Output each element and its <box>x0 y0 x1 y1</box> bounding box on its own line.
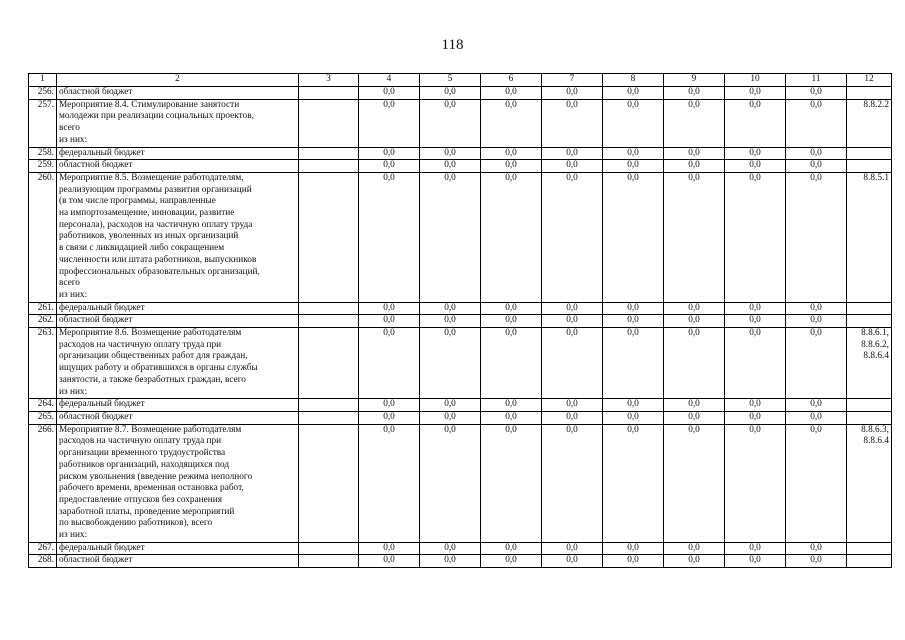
value-cell: 0,0 <box>481 302 542 315</box>
value-cell: 0,0 <box>420 542 481 555</box>
value-cell: 0,0 <box>481 411 542 424</box>
value-cell: 0,0 <box>725 160 786 173</box>
value-cell: 0,0 <box>786 99 847 147</box>
row-number: 257. <box>29 99 57 147</box>
value-cell: 0,0 <box>542 411 603 424</box>
value-cell: 0,0 <box>603 315 664 328</box>
table-row <box>29 172 892 302</box>
value-cell: 0,0 <box>725 172 786 302</box>
value-cell: 0,0 <box>725 315 786 328</box>
table-row <box>29 424 892 542</box>
value-cell: 0,0 <box>542 315 603 328</box>
value-cell: 0,0 <box>420 302 481 315</box>
value-cell: 0,0 <box>542 328 603 399</box>
description-line: организации временного трудоустройства <box>59 448 226 459</box>
column-header: 12 <box>847 74 892 87</box>
value-cell: 0,0 <box>603 172 664 302</box>
description-line: из них: <box>59 134 88 145</box>
row-description <box>57 172 299 302</box>
reference-code <box>847 399 892 412</box>
value-cell: 0,0 <box>542 99 603 147</box>
value-cell: 0,0 <box>420 315 481 328</box>
value-cell: 0,0 <box>664 555 725 568</box>
column-header: 9 <box>664 74 725 87</box>
description-line: федеральный бюджет <box>59 399 145 410</box>
description-line: (в том числе программы, направленные <box>59 196 216 207</box>
description-line: риском увольнения (введение режима неполного <box>59 471 253 482</box>
value-cell: 0,0 <box>420 328 481 399</box>
value-cell: 0,0 <box>664 147 725 160</box>
value-cell: 0,0 <box>359 542 420 555</box>
row-number: 263. <box>29 328 57 399</box>
table-row <box>29 87 892 100</box>
value-cell: 0,0 <box>786 87 847 100</box>
row-number: 258. <box>29 147 57 160</box>
row-number: 267. <box>29 542 57 555</box>
value-cell: 0,0 <box>481 399 542 412</box>
description-line: заработной платы, проведение мероприятий <box>59 506 235 517</box>
row-description <box>57 160 299 173</box>
value-cell: 0,0 <box>603 542 664 555</box>
row-description <box>57 302 299 315</box>
value-cell: 0,0 <box>542 160 603 173</box>
column-3-cell <box>299 542 359 555</box>
description-line: федеральный бюджет <box>59 542 145 553</box>
value-cell: 0,0 <box>664 172 725 302</box>
value-cell: 0,0 <box>359 160 420 173</box>
column-3-cell <box>299 172 359 302</box>
value-cell: 0,0 <box>603 424 664 542</box>
value-cell: 0,0 <box>359 172 420 302</box>
value-cell: 0,0 <box>359 147 420 160</box>
row-number: 261. <box>29 302 57 315</box>
value-cell: 0,0 <box>542 302 603 315</box>
value-cell: 0,0 <box>786 328 847 399</box>
value-cell: 0,0 <box>420 555 481 568</box>
value-cell: 0,0 <box>786 172 847 302</box>
table-row <box>29 328 892 399</box>
value-cell: 0,0 <box>603 99 664 147</box>
value-cell: 0,0 <box>359 411 420 424</box>
reference-code-line: 8.8.6.4 <box>863 436 889 447</box>
value-cell: 0,0 <box>481 328 542 399</box>
value-cell: 0,0 <box>664 87 725 100</box>
value-cell: 0,0 <box>603 411 664 424</box>
value-cell: 0,0 <box>664 399 725 412</box>
description-line: из них: <box>59 289 88 300</box>
reference-code <box>847 555 892 568</box>
table-row <box>29 555 892 568</box>
value-cell: 0,0 <box>481 147 542 160</box>
value-cell: 0,0 <box>725 87 786 100</box>
reference-code <box>847 99 892 147</box>
column-3-cell <box>299 399 359 412</box>
reference-code <box>847 328 892 399</box>
value-cell: 0,0 <box>786 542 847 555</box>
row-number: 256. <box>29 87 57 100</box>
description-line: федеральный бюджет <box>59 302 145 313</box>
value-cell: 0,0 <box>725 399 786 412</box>
column-3-cell <box>299 555 359 568</box>
row-description <box>57 315 299 328</box>
description-line: реализующим программы развития организаций <box>59 184 252 195</box>
reference-code <box>847 542 892 555</box>
value-cell: 0,0 <box>603 160 664 173</box>
value-cell: 0,0 <box>420 147 481 160</box>
value-cell: 0,0 <box>481 160 542 173</box>
value-cell: 0,0 <box>603 328 664 399</box>
description-line: работников, уволенных из иных организаций <box>59 231 239 242</box>
table-row <box>29 147 892 160</box>
reference-code-line: 8.8.6.2, <box>861 339 889 350</box>
description-line: численности или штата работников, выпускников <box>59 254 257 265</box>
table-row <box>29 302 892 315</box>
description-line: рабочего времени, временная остановка работ, <box>59 483 244 494</box>
description-line: областной бюджет <box>59 555 133 566</box>
reference-code <box>847 411 892 424</box>
value-cell: 0,0 <box>481 424 542 542</box>
value-cell: 0,0 <box>725 411 786 424</box>
table-row <box>29 315 892 328</box>
column-3-cell <box>299 424 359 542</box>
value-cell: 0,0 <box>603 399 664 412</box>
description-line: всего <box>59 123 80 134</box>
value-cell: 0,0 <box>786 424 847 542</box>
reference-code-line: 8.8.5.1 <box>863 172 889 183</box>
description-line: в связи с ликвидацией либо сокращением <box>59 243 225 254</box>
column-header: 8 <box>603 74 664 87</box>
column-3-cell <box>299 160 359 173</box>
description-line: занятости, а также безработных граждан, всего <box>59 374 246 385</box>
value-cell: 0,0 <box>664 424 725 542</box>
table-row <box>29 99 892 147</box>
column-3-cell <box>299 411 359 424</box>
description-line: профессиональных образовательных организаций, <box>59 266 260 277</box>
reference-code-line: 8.8.6.3, <box>861 424 889 435</box>
value-cell: 0,0 <box>725 542 786 555</box>
row-description <box>57 555 299 568</box>
description-line: областной бюджет <box>59 160 133 171</box>
reference-code <box>847 302 892 315</box>
description-line: по высвобождению работников), всего <box>59 518 213 529</box>
column-header: 10 <box>725 74 786 87</box>
value-cell: 0,0 <box>420 399 481 412</box>
value-cell: 0,0 <box>725 99 786 147</box>
column-header: 1 <box>29 74 57 87</box>
reference-code <box>847 147 892 160</box>
reference-code <box>847 160 892 173</box>
value-cell: 0,0 <box>786 411 847 424</box>
value-cell: 0,0 <box>664 99 725 147</box>
row-number: 268. <box>29 555 57 568</box>
description-line: из них: <box>59 530 88 541</box>
value-cell: 0,0 <box>603 147 664 160</box>
value-cell: 0,0 <box>664 411 725 424</box>
value-cell: 0,0 <box>359 399 420 412</box>
value-cell: 0,0 <box>664 315 725 328</box>
value-cell: 0,0 <box>542 172 603 302</box>
value-cell: 0,0 <box>420 172 481 302</box>
value-cell: 0,0 <box>542 147 603 160</box>
column-header: 4 <box>359 74 420 87</box>
value-cell: 0,0 <box>603 555 664 568</box>
column-3-cell <box>299 147 359 160</box>
value-cell: 0,0 <box>359 99 420 147</box>
value-cell: 0,0 <box>481 87 542 100</box>
description-line: расходов на частичную оплату труда при <box>59 339 222 350</box>
reference-code <box>847 172 892 302</box>
reference-code-line: 8.8.6.4 <box>863 351 889 362</box>
row-description <box>57 399 299 412</box>
value-cell: 0,0 <box>725 302 786 315</box>
reference-code <box>847 315 892 328</box>
value-cell: 0,0 <box>359 555 420 568</box>
value-cell: 0,0 <box>786 147 847 160</box>
table-row <box>29 399 892 412</box>
description-line: ищущих работу и обратившихся в органы службы <box>59 363 258 374</box>
table-row <box>29 542 892 555</box>
header-row <box>29 74 892 87</box>
column-3-cell <box>299 315 359 328</box>
value-cell: 0,0 <box>481 315 542 328</box>
description-line: федеральный бюджет <box>59 147 145 158</box>
column-header: 7 <box>542 74 603 87</box>
value-cell: 0,0 <box>359 87 420 100</box>
value-cell: 0,0 <box>542 424 603 542</box>
value-cell: 0,0 <box>359 424 420 542</box>
description-line: работников организаций, находящихся под <box>59 459 230 470</box>
description-line: предоставление отпусков без сохранения <box>59 494 222 505</box>
value-cell: 0,0 <box>664 302 725 315</box>
description-line: расходов на частичную оплату труда при <box>59 436 222 447</box>
table-row <box>29 160 892 173</box>
description-line: всего <box>59 278 80 289</box>
value-cell: 0,0 <box>603 87 664 100</box>
value-cell: 0,0 <box>359 302 420 315</box>
value-cell: 0,0 <box>359 315 420 328</box>
description-line: персонала), расходов на частичную оплату труда <box>59 219 253 230</box>
description-line: организации общественных работ для граждан, <box>59 351 248 362</box>
value-cell: 0,0 <box>481 542 542 555</box>
column-3-cell <box>299 328 359 399</box>
value-cell: 0,0 <box>542 399 603 412</box>
column-header: 2 <box>57 74 299 87</box>
reference-code-line: 8.8.6.1, <box>861 328 889 339</box>
table-row <box>29 411 892 424</box>
value-cell: 0,0 <box>725 328 786 399</box>
table-body <box>29 74 892 568</box>
value-cell: 0,0 <box>420 87 481 100</box>
row-description <box>57 147 299 160</box>
value-cell: 0,0 <box>603 302 664 315</box>
reference-code-line: 8.8.2.2 <box>863 99 889 110</box>
description-line: областной бюджет <box>59 315 133 326</box>
description-line: из них: <box>59 386 88 397</box>
reference-code <box>847 87 892 100</box>
description-line: молодежи при реализации социальных проектов, <box>59 111 254 122</box>
value-cell: 0,0 <box>786 315 847 328</box>
value-cell: 0,0 <box>786 302 847 315</box>
column-3-cell <box>299 87 359 100</box>
column-header: 3 <box>299 74 359 87</box>
row-description <box>57 542 299 555</box>
value-cell: 0,0 <box>420 160 481 173</box>
value-cell: 0,0 <box>725 147 786 160</box>
column-header: 6 <box>481 74 542 87</box>
column-header: 11 <box>786 74 847 87</box>
value-cell: 0,0 <box>481 555 542 568</box>
value-cell: 0,0 <box>725 555 786 568</box>
row-description <box>57 99 299 147</box>
row-number: 262. <box>29 315 57 328</box>
row-description <box>57 411 299 424</box>
row-number: 259. <box>29 160 57 173</box>
value-cell: 0,0 <box>420 411 481 424</box>
value-cell: 0,0 <box>786 555 847 568</box>
value-cell: 0,0 <box>664 328 725 399</box>
reference-code <box>847 424 892 542</box>
row-number: 260. <box>29 172 57 302</box>
row-number: 265. <box>29 411 57 424</box>
row-description <box>57 328 299 399</box>
row-number: 264. <box>29 399 57 412</box>
page-number: 118 <box>441 37 464 53</box>
value-cell: 0,0 <box>786 399 847 412</box>
value-cell: 0,0 <box>359 328 420 399</box>
value-cell: 0,0 <box>420 99 481 147</box>
value-cell: 0,0 <box>542 542 603 555</box>
value-cell: 0,0 <box>481 99 542 147</box>
description-line: Мероприятие 8.4. Стимулирование занятости <box>59 99 240 110</box>
budget-table <box>28 73 892 568</box>
row-description <box>57 424 299 542</box>
row-number: 266. <box>29 424 57 542</box>
value-cell: 0,0 <box>725 424 786 542</box>
description-line: Мероприятие 8.5. Возмещение работодателям, <box>59 172 244 183</box>
column-header: 5 <box>420 74 481 87</box>
value-cell: 0,0 <box>542 555 603 568</box>
description-line: на импортозамещение, инновации, развитие <box>59 208 235 219</box>
description-line: Мероприятие 8.6. Возмещение работодателям <box>59 328 242 339</box>
description-line: областной бюджет <box>59 411 133 422</box>
description-line: областной бюджет <box>59 87 133 97</box>
value-cell: 0,0 <box>664 542 725 555</box>
column-3-cell <box>299 302 359 315</box>
column-3-cell <box>299 99 359 147</box>
value-cell: 0,0 <box>481 172 542 302</box>
value-cell: 0,0 <box>664 160 725 173</box>
value-cell: 0,0 <box>420 424 481 542</box>
row-description <box>57 87 299 100</box>
value-cell: 0,0 <box>542 87 603 100</box>
value-cell: 0,0 <box>786 160 847 173</box>
description-line: Мероприятие 8.7. Возмещение работодателям <box>59 424 242 435</box>
